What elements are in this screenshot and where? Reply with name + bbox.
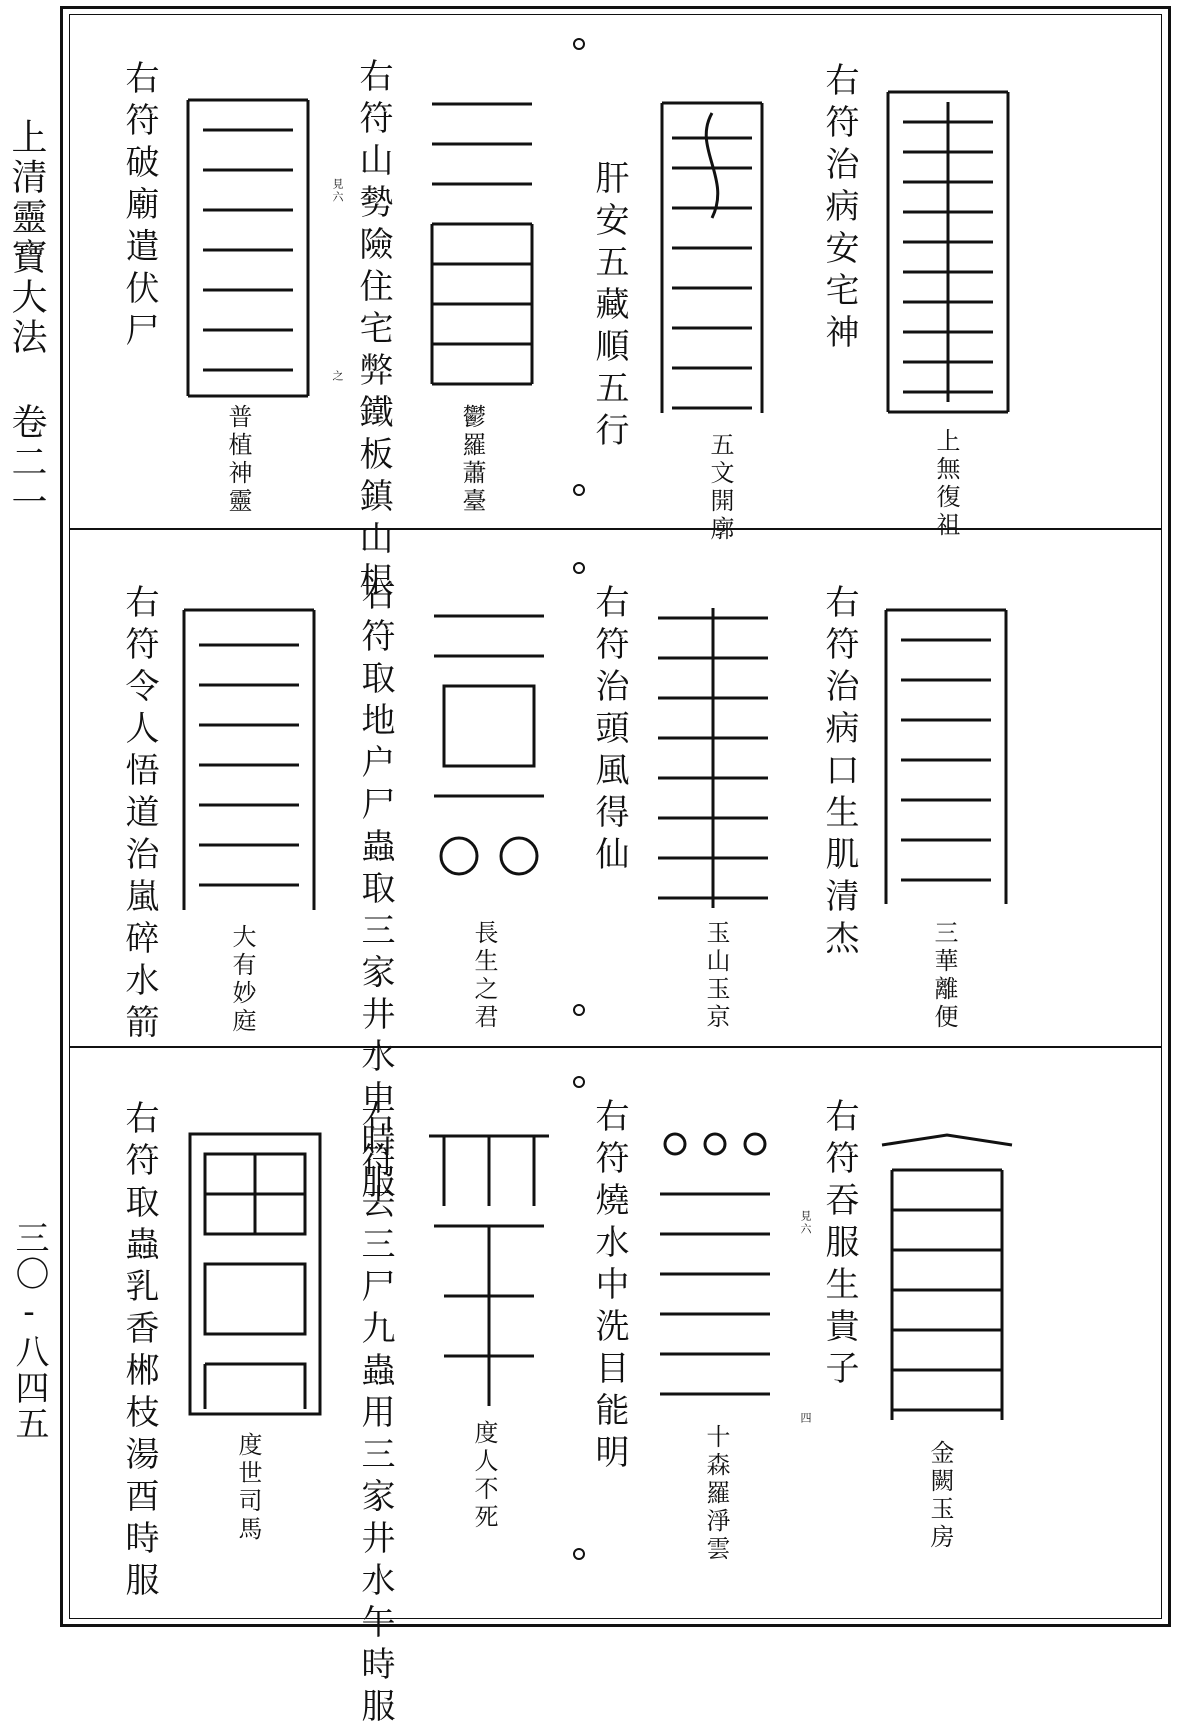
panel-divider-2 [69, 1046, 1162, 1048]
talisman-caption: 右符燒水中洗目能明 [589, 1098, 629, 1476]
talisman-label: 金闕玉房 [926, 1440, 954, 1552]
talisman-label: 上無復祖 [932, 428, 960, 540]
talisman-caption: 右符治病安宅神 [819, 62, 859, 356]
talisman-caption: 右符治病口生肌清杰 [819, 584, 859, 962]
talisman-seal-icon [876, 600, 1016, 914]
circle-marker-icon [573, 1004, 585, 1016]
talisman-caption: 右符取蟲乳香郴枝湯酉時服 [119, 1100, 159, 1604]
talisman-note: 肝安五藏順五行 [589, 160, 629, 454]
talisman-label: 三華離便 [930, 920, 958, 1032]
talisman-label: 普植神靈 [224, 404, 252, 516]
page-number: 三〇-八四五 [9, 1220, 49, 1442]
talisman-seal-icon [412, 84, 552, 404]
talisman-label: 玉山玉京 [702, 920, 730, 1032]
talisman-seal-icon [650, 1124, 780, 1420]
talisman-caption: 右符去三尸九蟲用三家井水午時服 [355, 1100, 395, 1730]
label-text: 森羅淨雲 [702, 1452, 730, 1564]
label-prefix: 十 [702, 1424, 730, 1452]
circle-marker-icon [573, 1548, 585, 1560]
talisman-seal-icon [648, 598, 778, 916]
talisman-seal-icon [878, 82, 1018, 422]
talisman-caption: 右符令人悟道治嵐碎水箭 [119, 584, 159, 1046]
circle-marker-icon [573, 1076, 585, 1088]
panel-divider-1 [69, 528, 1162, 530]
talisman-seal-icon [414, 596, 564, 916]
talisman-label [704, 1424, 728, 1564]
talisman-seal-icon [872, 1130, 1022, 1436]
small-note: 見六 [331, 178, 344, 204]
running-title: 上清靈寶大法 卷二一 [6, 118, 47, 523]
talisman-label: 五文開廓 [706, 432, 734, 544]
talisman-caption: 右符取地户尸蟲取三家井水申時服 [355, 576, 395, 1206]
talisman-caption: 右符吞服生貴子 [819, 1098, 859, 1392]
talisman-label: 度人不死 [470, 1420, 498, 1532]
circle-marker-icon [573, 562, 585, 574]
talisman-seal-icon [178, 90, 318, 406]
talisman-seal-icon [414, 1116, 564, 1416]
talisman-caption: 右符破廟遣伏尸 [119, 60, 159, 354]
talisman-seal-icon [652, 88, 772, 428]
small-note: 之 [331, 370, 344, 383]
small-note: 見六 [799, 1210, 812, 1236]
talisman-label: 長生之君 [470, 920, 498, 1032]
talisman-seal-icon [174, 600, 324, 920]
circle-marker-icon [573, 484, 585, 496]
talisman-caption: 右符治頭風得仙 [589, 584, 629, 878]
circle-marker-icon [573, 38, 585, 50]
talisman-label: 大有妙庭 [228, 924, 256, 1036]
talisman-seal-icon [180, 1124, 330, 1424]
talisman-label: 鬱羅蕭臺 [458, 404, 486, 516]
talisman-label: 度世司馬 [234, 1432, 262, 1544]
small-note: 四 [799, 1412, 812, 1425]
talisman-caption: 右符山勢險住宅弊鐵板鎮山根 [353, 58, 393, 604]
